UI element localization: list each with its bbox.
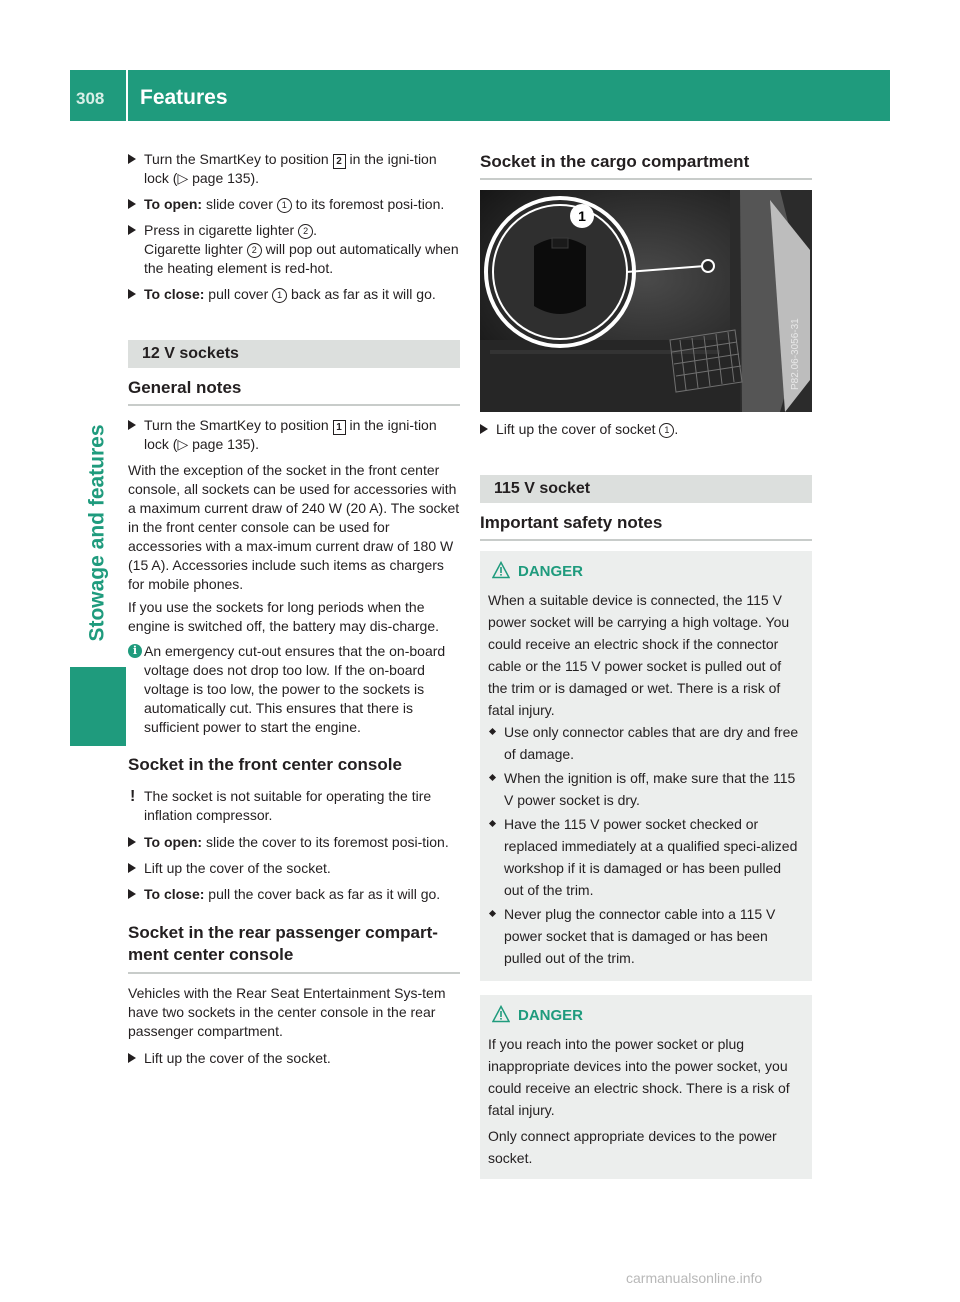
step-text: Turn the SmartKey to position <box>144 417 333 433</box>
bullet-item <box>488 721 804 765</box>
callout-icon: 1 <box>272 288 287 303</box>
info-icon: i <box>128 644 142 658</box>
callout-icon: 2 <box>247 243 262 258</box>
section-title: Features <box>140 86 228 109</box>
arrow-icon <box>128 889 136 899</box>
step-rear-lift <box>128 1049 460 1068</box>
step-smartkey-1 <box>128 416 460 454</box>
arrow-icon <box>128 863 136 873</box>
step-close <box>128 285 460 304</box>
arrow-icon <box>128 837 136 847</box>
step-text: in the igni-tion lock (▷ page 135). <box>144 417 437 452</box>
bullet-item <box>488 767 804 811</box>
step-text: pull cover <box>204 286 273 302</box>
paragraph-battery: If you use the sockets for long periods when the engine is switched off, the battery may dis-charge. <box>128 599 440 634</box>
exclamation-icon: ! <box>130 788 136 805</box>
bullet-text: Have the 115 V power socket checked or replaced immediately at a qualified speci-alized workshop if it is damaged or has been pulled out of the trim. <box>504 816 798 898</box>
heading-safety-notes: Important safety notes <box>480 513 812 541</box>
arrow-icon <box>128 420 136 430</box>
step-text: to its foremost posi-tion. <box>291 196 445 212</box>
header-divider <box>126 70 128 121</box>
step-text: in the igni-tion lock (▷ page 135). <box>144 151 437 186</box>
page-number: 308 <box>76 89 105 108</box>
figure-code: P82.06-3056-31 <box>790 318 801 390</box>
section-band-12v: 12 V sockets <box>128 340 460 368</box>
bullet-icon <box>489 820 496 827</box>
danger-title <box>488 1005 804 1025</box>
step-text: slide the cover to its foremost posi-tion. <box>202 834 449 850</box>
bullet-icon <box>489 774 496 781</box>
cargo-socket-illustration <box>480 190 812 412</box>
heading-general-notes: General notes <box>128 378 460 406</box>
position-key-icon: 2 <box>333 154 346 169</box>
danger-box-2 <box>480 995 812 1179</box>
warning-note <box>128 787 460 825</box>
step-text: Lift up the cover of the socket. <box>144 1050 331 1066</box>
side-tab-label: Stowage and features <box>86 424 109 642</box>
danger-title-text: DANGER <box>518 563 584 580</box>
step-text: . <box>674 421 679 437</box>
step-text: Lift up the cover of socket <box>496 421 660 437</box>
heading-rear-console: Socket in the rear passenger compart-ment center console <box>128 922 460 974</box>
bullet-item <box>488 813 804 901</box>
figure-callout: 1 <box>578 208 586 224</box>
arrow-icon <box>128 199 136 209</box>
warning-triangle-icon <box>492 1005 510 1023</box>
bullet-icon <box>489 728 496 735</box>
step-open <box>128 195 460 214</box>
side-tab <box>80 424 116 642</box>
heading-cargo-socket: Socket in the cargo compartment <box>480 152 812 180</box>
callout-icon: 1 <box>277 198 292 213</box>
warning-triangle-icon <box>492 561 510 579</box>
bullet-icon <box>489 910 496 917</box>
bullet-text: When the ignition is off, make sure that the 115 V power socket is dry. <box>504 770 796 808</box>
cargo-socket-figure <box>480 190 812 412</box>
arrow-icon <box>128 1053 136 1063</box>
step-label: To close: <box>144 886 205 902</box>
step-front-open <box>128 833 460 852</box>
paragraph-rear: Vehicles with the Rear Seat Entertainment Sys-tem have two sockets in the center console in the rear passenger compartment. <box>128 985 446 1039</box>
step-cargo-lift <box>480 420 812 439</box>
step-label: To open: <box>144 834 203 850</box>
danger-title <box>488 561 804 581</box>
bullet-text: Never plug the connector cable into a 115 V power socket that is damaged or has been pulled out of the trim. <box>504 906 776 966</box>
left-column <box>128 150 460 1075</box>
danger-box-1 <box>480 551 812 981</box>
bullet-item <box>488 903 804 969</box>
step-text: . <box>313 222 317 238</box>
heading-front-console: Socket in the front center console <box>128 755 402 774</box>
step-text: back as far as it will go. <box>287 286 436 302</box>
callout-icon: 2 <box>298 224 313 239</box>
side-tab-block <box>70 667 126 746</box>
step-front-close <box>128 885 460 904</box>
position-key-icon: 1 <box>333 420 346 435</box>
step-text: Cigarette lighter <box>144 241 247 257</box>
step-text: Press in cigarette lighter <box>144 222 299 238</box>
step-text: will pop out automatically when the heating element is red-hot. <box>144 241 459 276</box>
step-text: Turn the SmartKey to position <box>144 151 333 167</box>
step-text: pull the cover back as far as it will go. <box>204 886 441 902</box>
right-column <box>480 150 812 1179</box>
info-note <box>128 642 460 737</box>
step-front-lift <box>128 859 460 878</box>
danger-text: Only connect appropriate devices to the power socket. <box>488 1128 777 1166</box>
watermark: carmanualsonline.info <box>626 1270 763 1286</box>
step-smartkey-2 <box>128 150 460 188</box>
arrow-icon <box>128 154 136 164</box>
danger-text: If you reach into the power socket or plug inappropriate devices into the power socket, you could receive an electric shock. There is a risk of fatal injury. <box>488 1036 790 1118</box>
paragraph-socket-limits: With the exception of the socket in the front center console, all sockets can be used for accessories with a maximum current draw of 240 W (20 A). The socket in the front center console can be used for accessories with a max-imum current draw of 180 W (15 A). Accessories include such items as chargers for mobile phones. <box>128 462 460 592</box>
step-label: To close: <box>144 286 205 302</box>
note-text: An emergency cut-out ensures that the on-board voltage does not drop too low. If the on-board voltage is too low, the power to the sockets is automatically cut. This ensures that there is sufficient power to start the engine. <box>144 643 446 735</box>
callout-icon: 1 <box>659 423 674 438</box>
note-text: The socket is not suitable for operating the tire inflation compressor. <box>144 788 432 823</box>
step-label: To open: <box>144 196 203 212</box>
danger-text: When a suitable device is connected, the 115 V power socket will be carrying a high voltage. You could receive an electric shock if the connector cable or the 115 V power socket is pulled out of the trim or is damaged or wet. There is a risk of fatal injury. <box>488 592 790 718</box>
step-press-lighter <box>128 221 460 278</box>
step-text: Lift up the cover of the socket. <box>144 860 331 876</box>
section-band-115v: 115 V socket <box>480 475 812 503</box>
danger-title-text: DANGER <box>518 1007 584 1024</box>
arrow-icon <box>128 225 136 235</box>
bullet-text: Use only connector cables that are dry and free of damage. <box>504 724 799 762</box>
arrow-icon <box>128 289 136 299</box>
step-text: slide cover <box>202 196 277 212</box>
arrow-icon <box>480 424 488 434</box>
